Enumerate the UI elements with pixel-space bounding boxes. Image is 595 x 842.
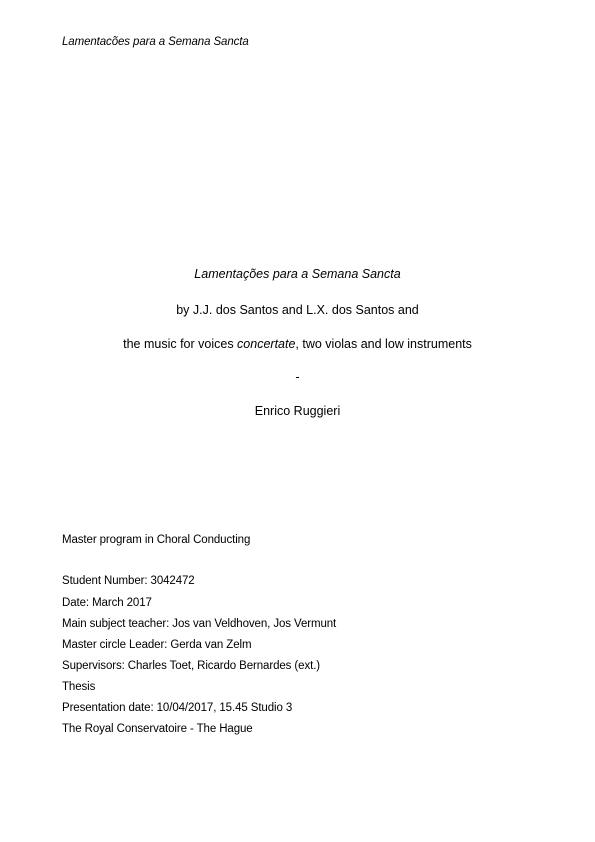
document-type-line: Thesis: [62, 681, 96, 693]
presentation-line: Presentation date: 10/04/2017, 15.45 Studio 3: [62, 702, 293, 714]
student-number-line: Student Number: 3042472: [62, 575, 195, 587]
running-header: Lamentacões para a Semana Sancta: [62, 36, 249, 48]
program-line: Master program in Choral Conducting: [62, 534, 251, 546]
subtitle: [0, 337, 595, 351]
institution-line: The Royal Conservatoire - The Hague: [62, 723, 253, 735]
subtitle-after: , two violas and low instruments: [295, 337, 472, 351]
separator: -: [295, 370, 300, 384]
subtitle-emphasis: concertate: [237, 337, 296, 351]
main-teacher-line: Main subject teacher: Jos van Veldhoven, Jos Vermunt: [62, 618, 337, 630]
byline: by J.J. dos Santos and L.X. dos Santos and: [176, 303, 419, 317]
circle-leader-line: Master circle Leader: Gerda van Zelm: [62, 639, 252, 651]
thesis-title: Lamentações para a Semana Sancta: [194, 267, 401, 281]
date-line: Date: March 2017: [62, 597, 152, 609]
subtitle-before: the music for voices: [123, 337, 238, 351]
author-name: Enrico Ruggieri: [254, 404, 341, 418]
supervisors-line: Supervisors: Charles Toet, Ricardo Bernardes (ext.): [62, 660, 321, 672]
